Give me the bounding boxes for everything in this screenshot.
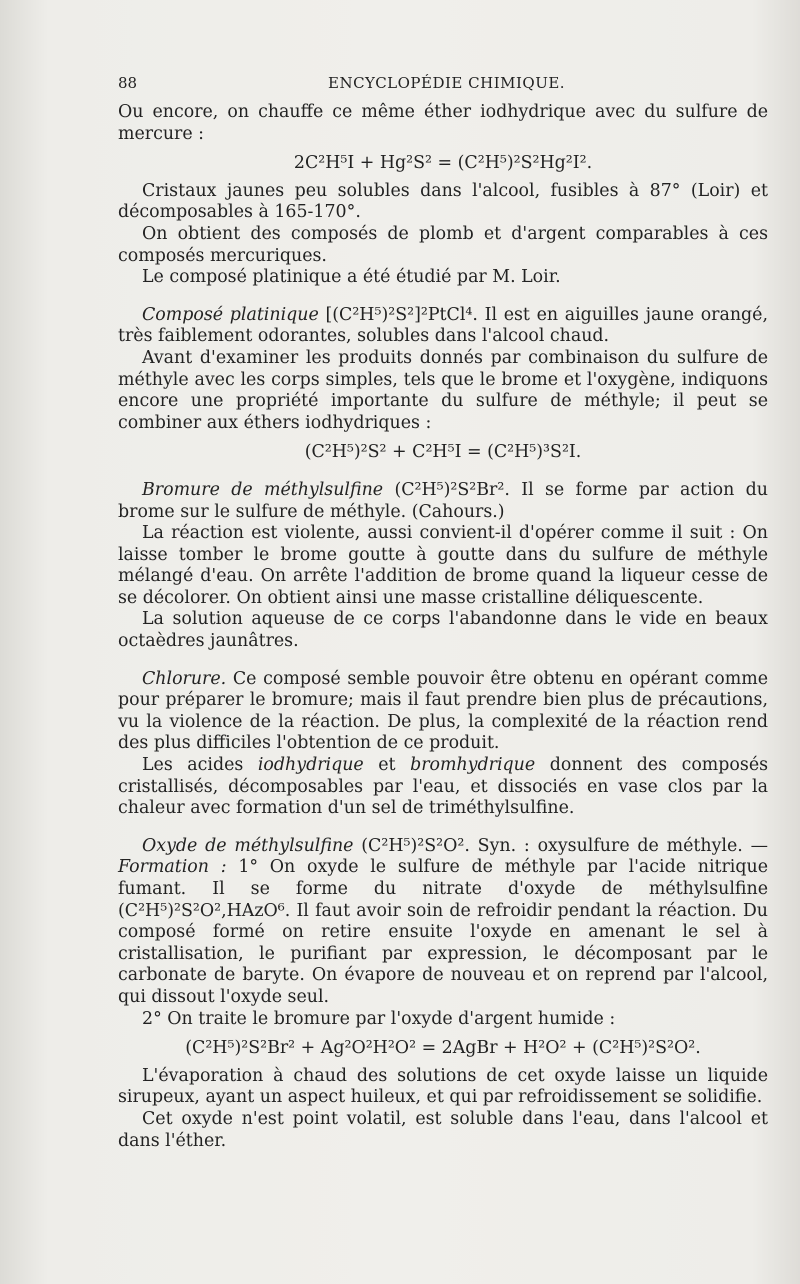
paragraph-text: (C²H⁵)²S²O². Syn. : oxysulfure de méthyle. —	[361, 835, 768, 856]
paragraph	[118, 480, 768, 523]
paragraph	[118, 755, 768, 820]
page-number: 88	[118, 74, 138, 92]
section-title: Bromure de méthylsulfine	[142, 479, 384, 500]
term: iodhydrique	[257, 755, 364, 776]
formula: (C²H⁵)²S²Br².	[394, 479, 510, 500]
paragraph: On obtient des composés de plomb et d'argent comparables à ces composés mercuriques.	[118, 223, 768, 266]
paragraph: Avant d'examiner les produits donnés par combinaison du sulfure de méthyle avec les corps simples, tels que le brome et l'oxygène, indiquons encore une propriété importante du sulfure de méthyle; il peut se combiner aux éthers iodhydriques :	[118, 347, 768, 433]
paragraph	[118, 305, 768, 348]
section-title: Chlorure.	[142, 668, 227, 689]
paragraph-text: et	[378, 755, 396, 776]
equation: (C²H⁵)²S² + C²H⁵I = (C²H⁵)³S²I.	[304, 442, 582, 463]
paragraph-text: Il se forme par action du brome sur le sulfure de méthyle. (Cahours.)	[118, 479, 769, 522]
paragraph-text: Ce composé semble pouvoir être obtenu en opérant comme pour préparer le bromure; mais il faut prendre bien plus de précautions, vu la violence de la réaction. De plus, la complexité de la réaction rend des plus difficiles l'obtention de ce produit.	[118, 668, 768, 754]
paragraph: La réaction est violente, aussi convient-il d'opérer comme il suit : On laisse tomber le brome goutte à goutte dans du sulfure de méthyle mélangé d'eau. On arrête l'addition de brome quand la liqueur cesse de se décolorer. On obtient ainsi une masse cristalline déliquescente.	[118, 523, 768, 608]
paragraph: La solution aqueuse de ce corps l'abandonne dans le vide en beaux octaèdres jaunâtres.	[118, 609, 768, 652]
paragraph-text: Il est en aiguilles jaune orangé, très faiblement odorantes, solubles dans l'alcool chaud.	[118, 304, 769, 347]
formula: [(C²H⁵)²S²]²PtCl⁴.	[325, 304, 478, 325]
paragraph-text: 1° On oxyde le sulfure de méthyle par l'acide nitrique fumant. Il se forme du nitrate d'oxyde de méthylsulfine (C²H⁵)²S²O²,HAzO⁶. Il faut avoir soin de refroidir pendant la réaction. Du composé formé on retire ensuite l'oxyde en amenant le sel à cristallisation, le purifiant par expression, le décomposant par le carbonate de baryte. On évapore de nouveau et on reprend par l'alcool, qui dissout l'oxyde seul.	[118, 857, 768, 1007]
section-title: Oxyde de méthylsulfine	[142, 835, 354, 856]
term: Formation :	[118, 857, 227, 878]
paragraph-text: Les acides	[142, 755, 244, 776]
paragraph: L'évaporation à chaud des solutions de cet oxyde laisse un liquide sirupeux, ayant un aspect huileux, et qui par refroidissement se solidifie.	[118, 1065, 768, 1108]
paragraph: Ou encore, on chauffe ce même éther iodhydrique avec du sulfure de mercure :	[118, 102, 768, 144]
section-title: Composé platinique	[142, 304, 319, 325]
paragraph-text: donnent des composés cristallisés, décomposables par l'eau, et dissociés en vase clos par la chaleur avec formation d'un sel de triméthylsulfine.	[118, 755, 769, 819]
body-text	[118, 102, 768, 1152]
paragraph	[118, 836, 768, 1009]
equation: 2C²H⁵I + Hg²S² = (C²H⁵)²S²Hg²I².	[293, 153, 593, 174]
page-header	[118, 74, 704, 96]
paragraph: 2° On traite le bromure par l'oxyde d'argent humide :	[142, 1008, 616, 1029]
term: bromhydrique	[410, 755, 536, 776]
equation: (C²H⁵)²S²Br² + Ag²O²H²O² = 2AgBr + H²O² + (C²H⁵)²S²O².	[185, 1038, 701, 1059]
paragraph: Cet oxyde n'est point volatil, est soluble dans l'eau, dans l'alcool et dans l'éther.	[118, 1108, 768, 1151]
paragraph: Cristaux jaunes peu solubles dans l'alcool, fusibles à 87° (Loir) et décomposables à 165-170°.	[118, 180, 768, 223]
paragraph	[118, 669, 768, 755]
paragraph: Le composé platinique a été étudié par M. Loir.	[142, 267, 561, 288]
running-title: ENCYCLOPÉDIE CHIMIQUE.	[328, 74, 566, 92]
